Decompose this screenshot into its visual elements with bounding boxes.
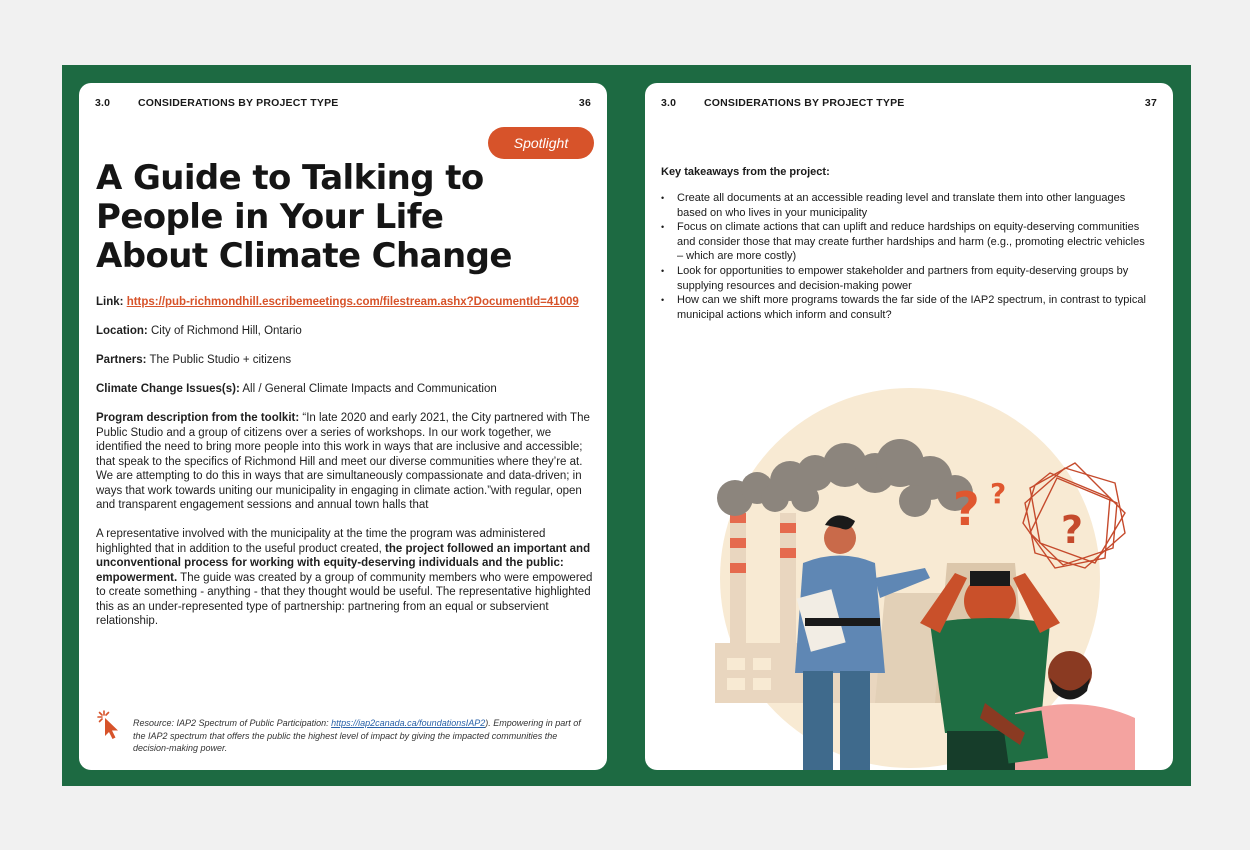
page-36 [79, 83, 607, 770]
rep-bold: the project followed an important and unconventional process for working with equity-deserving individuals and the public: empowerment. [96, 542, 591, 584]
rep-text-2: The guide was created by a group of community members who were empowered to create something - anything - that they thought would be useful. The representative highlighted this as an under-represented type of partnership: partnering from an equal or subservient relationship. [96, 571, 593, 627]
spotlight-badge: Spotlight [488, 127, 594, 159]
takeaway-item: • Focus on climate actions that can uplift and reduce hardships on equity-deserving communities and consider those that may create further hardships and harm (e.g., promoting electric vehicles – which are more costly) [661, 220, 1151, 264]
resource-suffix: ). Empowering in part of the IAP2 spectrum that offers the public the highest level of impact by giving the impacted communities the decision-making power. [133, 718, 581, 753]
section-number: 3.0 [661, 97, 677, 109]
location-row [96, 324, 596, 339]
section-number: 3.0 [95, 97, 111, 109]
section-title: CONSIDERATIONS BY PROJECT TYPE [704, 97, 905, 109]
svg-text:?: ? [953, 482, 980, 536]
program-text: “In late 2020 and early 2021, the City partnered with The Public Studio and a group of citizens over a series of workshops. In our work together, we identified the need to bring more people into this work in ways that are inclusive and accessible; that speak to the specifics of Richmond Hill and meet our diverse communities where they’re at. We are attempting to do this in ways that are simultaneously compassionate and data-driven; in ways that work towards uniting our municipality in engaging in climate action.”with regular, open and transparent engagement sessions and annual town halls that [96, 412, 590, 511]
resource-link[interactable]: https://iap2canada.ca/foundationsIAP2 [331, 718, 486, 728]
takeaways-list [661, 191, 1151, 322]
location-value: City of Richmond Hill, Ontario [150, 325, 302, 337]
svg-text:?: ? [1061, 508, 1084, 552]
link-label: Link: [96, 296, 124, 308]
takeaways-title: Key takeaways from the project: [661, 166, 830, 178]
svg-text:?: ? [990, 477, 1007, 510]
body-text [96, 295, 596, 643]
resource-note [133, 717, 593, 755]
resource-prefix: Resource: IAP2 Spectrum of Public Participation: [133, 718, 329, 728]
partners-label: Partners: [96, 354, 147, 366]
program-description [96, 411, 596, 513]
page-header [95, 97, 591, 111]
issues-label: Climate Change Issues(s): [96, 383, 240, 395]
link-row [96, 295, 596, 310]
section-title: CONSIDERATIONS BY PROJECT TYPE [138, 97, 339, 109]
takeaway-item: • Look for opportunities to empower stakeholder and partners from equity-deserving groups by supplying resources and decision-making power [661, 264, 1151, 293]
page-header [661, 97, 1157, 111]
representative-paragraph [96, 527, 596, 629]
document-link[interactable]: https://pub-richmondhill.escribemeetings.com/filestream.ashx?DocumentId=41009 [126, 296, 579, 308]
partners-row [96, 353, 596, 368]
page-37 [645, 83, 1173, 770]
climate-conversation-illustration [685, 373, 1135, 770]
partners-value: The Public Studio + citizens [149, 354, 292, 366]
program-label: Program description from the toolkit: [96, 412, 300, 424]
rep-text-1: A representative involved with the municipality at the time the program was administered highlighted that in addition to the useful product created, [96, 528, 546, 555]
takeaway-item: • Create all documents at an accessible reading level and translate them into other languages based on who lives in your municipality [661, 191, 1151, 220]
location-label: Location: [96, 325, 148, 337]
document-spread [62, 65, 1191, 786]
issues-value: All / General Climate Impacts and Communication [242, 383, 497, 395]
page-number: 37 [1144, 97, 1157, 109]
page-title: A Guide to Talking to People in Your Life About Climate Change [96, 158, 512, 276]
issues-row [96, 382, 596, 397]
cursor-click-icon [97, 710, 123, 740]
takeaway-item: • How can we shift more programs towards the far side of the IAP2 spectrum, in contrast to typical municipal actions which inform and consult? [661, 293, 1151, 322]
page-number: 36 [578, 97, 591, 109]
